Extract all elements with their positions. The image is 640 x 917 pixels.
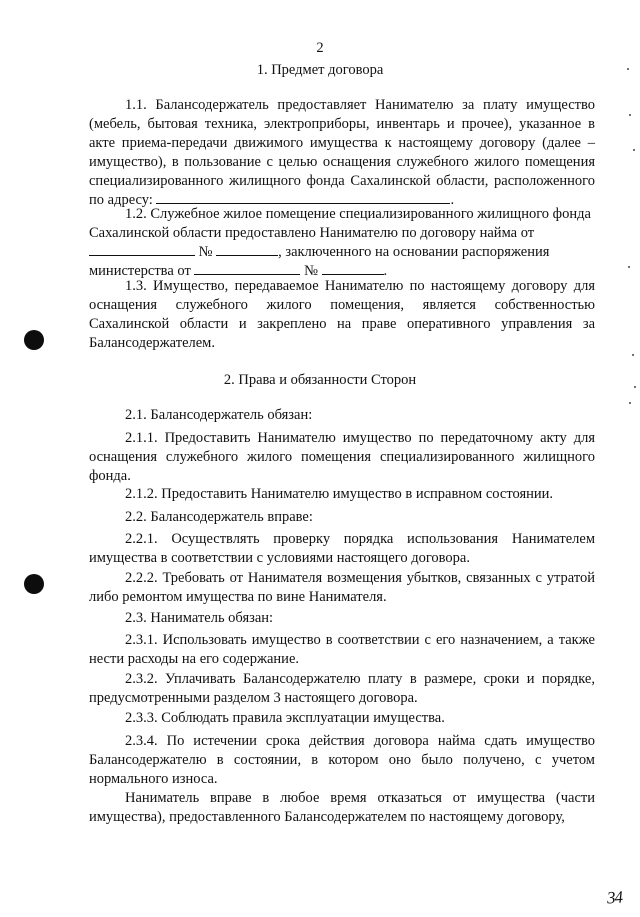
clause-2-3: 2.3. Наниматель обязан: xyxy=(125,610,274,626)
clause-2-1-1: 2.1.1. Предоставить Нанимателю имущество по передаточному акту для оснащения служебного жилого помещения специализированного жилищного фонда. xyxy=(89,430,595,484)
closing-paragraph: Наниматель вправе в любое время отказаться от имущества (части имущества), предоставленного Балансодержателем по настоящему договору, xyxy=(89,790,595,825)
clause-1-1 xyxy=(89,96,595,210)
clause-2-3-1: 2.3.1. Использовать имущество в соответствии с его назначением, а также нести расходы на его содержание. xyxy=(89,632,595,667)
order-date-blank xyxy=(194,262,300,275)
clause-1-2-no2: № xyxy=(304,263,318,279)
scan-speck xyxy=(629,114,631,116)
handwritten-sheet-number: 34 xyxy=(606,887,623,908)
clause-1-2-text-a: 1.2. Служебное жилое помещение специализированного жилищного фонда Сахалинской области предоставлено Нанимателю по договору найма от xyxy=(89,206,591,241)
clause-1-2-end: . xyxy=(383,263,388,279)
contract-number-blank xyxy=(216,243,278,256)
clause-1-3: 1.3. Имущество, передаваемое Нанимателю по настоящему договору для оснащения служебного жилого помещения, является собственностью Сахалинской области и закреплено на праве оперативного управления за Балансодержателем. xyxy=(89,278,595,351)
scan-speck xyxy=(629,402,631,404)
scan-speck xyxy=(628,266,630,268)
scan-speck xyxy=(632,354,634,356)
binder-hole-bottom xyxy=(24,574,44,594)
order-number-blank xyxy=(322,262,384,275)
section-2-title: 2. Права и обязанности Сторон xyxy=(223,372,417,388)
page-number: 2 xyxy=(316,40,324,56)
clause-2-3-2: 2.3.2. Уплачивать Балансодержателю плату в размере, сроки и порядке, предусмотренными разделом 3 настоящего договора. xyxy=(89,671,595,706)
clause-2-1-2: 2.1.2. Предоставить Нанимателю имущество в исправном состоянии. xyxy=(125,486,554,502)
scan-speck xyxy=(627,68,629,70)
clause-2-2-1: 2.2.1. Осуществлять проверку порядка использования Нанимателем имущества в соответствии с условиями настоящего договора. xyxy=(89,531,595,566)
binder-hole-top xyxy=(24,330,44,350)
contract-date-blank xyxy=(89,243,195,256)
clause-1-2 xyxy=(89,205,595,281)
clause-1-2-text-b: , заключенного на основании распоряжения министерства от xyxy=(89,244,550,279)
clause-1-1-text: 1.1. Балансодержатель предоставляет Нанимателю за плату имущество (мебель, бытовая техника, электроприборы, инвентарь и прочее), указанное в акте приема-передачи движимого имущества к настоящему договору (далее – имущество), в пользование с целью оснащения служебного жилого помещения специализированного жилищного фонда Сахалинской области, расположенного по адресу: xyxy=(89,97,595,208)
clause-2-3-4: 2.3.4. По истечении срока действия договора найма сдать имущество Балансодержателю в состоянии, в котором оно было получено, с учетом нормального износа. xyxy=(89,733,595,787)
scan-speck xyxy=(634,386,636,388)
clause-2-2: 2.2. Балансодержатель вправе: xyxy=(125,509,313,525)
address-blank xyxy=(156,191,450,204)
clause-1-1-end: . xyxy=(450,192,455,208)
clause-2-2-2: 2.2.2. Требовать от Нанимателя возмещения убытков, связанных с утратой либо ремонтом имущества по вине Нанимателя. xyxy=(89,570,595,605)
clause-1-2-no: № xyxy=(198,244,213,260)
scan-speck xyxy=(633,149,635,151)
clause-2-1: 2.1. Балансодержатель обязан: xyxy=(125,407,313,423)
section-1-title: 1. Предмет договора xyxy=(256,62,384,78)
clause-2-3-3: 2.3.3. Соблюдать правила эксплуатации имущества. xyxy=(125,710,445,726)
